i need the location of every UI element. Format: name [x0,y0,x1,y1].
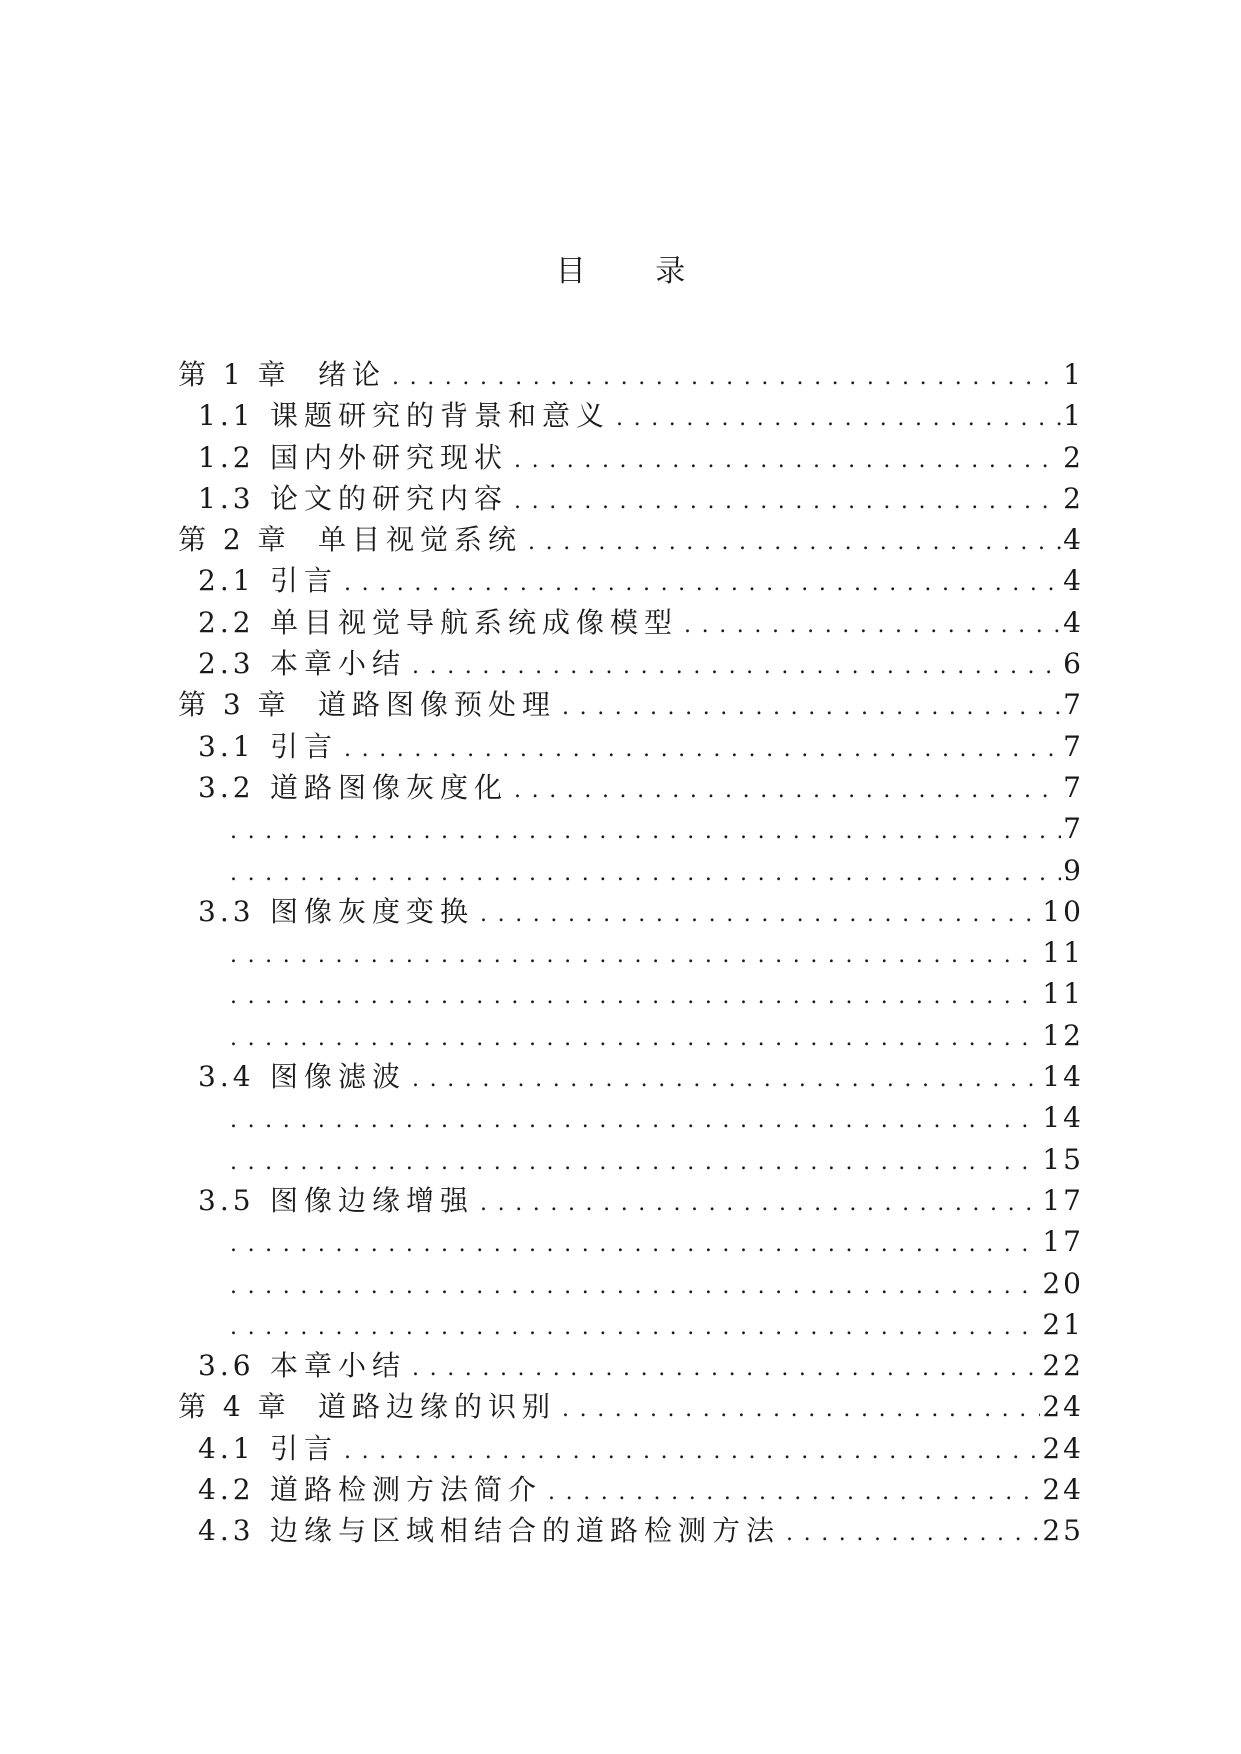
toc-section-entry [178,726,1084,767]
toc-page-number: 9 [1063,853,1084,887]
toc-chapter-entry [178,684,1084,725]
toc-entry-title: 图像边缘增强 [270,1183,475,1217]
toc-entry-number: 第 1 章 [178,358,290,391]
toc-section-entry [178,437,1084,478]
toc-entry-number: 第 2 章 [178,523,290,557]
toc-page-number: 11 [1042,977,1084,1011]
toc-section-entry [178,891,1084,932]
toc-subsection-entry [178,932,1084,973]
toc-section-entry [178,1469,1084,1510]
toc-subsection-entry [178,1304,1084,1345]
toc-page-number: 24 [1042,1473,1084,1507]
toc-page-number: 25 [1042,1514,1084,1548]
toc-page-number: 2 [1063,440,1084,474]
toc-page-number: 7 [1063,729,1084,763]
toc-section-entry [178,1180,1084,1221]
toc-section-entry [178,478,1084,519]
toc-entry-title: 道路检测方法简介 [270,1473,543,1507]
toc-entry-number: 第 4 章 [178,1390,290,1424]
toc-dot-leader [230,1142,1040,1183]
toc-entry-title: 图像滤波 [270,1060,407,1094]
toc-entry-title: 引言 [270,1431,339,1465]
toc-section-entry [178,1510,1084,1551]
toc-section-entry [178,395,1084,436]
toc-page-number: 1 [1063,399,1084,433]
toc-dot-leader [480,1183,1040,1224]
toc-entry-title: 课题研究的背景和意义 [270,399,611,433]
toc-page-number: 7 [1063,812,1084,846]
toc-entry-title: 边缘与区域相结合的道路检测方法 [270,1514,781,1548]
toc-subsection-entry [178,973,1084,1014]
toc-dot-leader [412,1059,1040,1100]
toc-section-entry [178,1345,1084,1386]
toc-entry-number: 3.3 [198,894,255,928]
toc-dot-leader [230,811,1061,852]
toc-entry-title: 本章小结 [270,1349,407,1383]
toc-dot-leader [562,1389,1040,1430]
toc-entry-number: 1.2 [198,440,255,474]
toc-page-number: 14 [1042,1060,1084,1094]
toc-page-number: 24 [1042,1390,1084,1424]
toc-entry-number: 1.3 [198,481,255,515]
toc-dot-leader [412,1348,1040,1389]
toc-chapter-entry [178,519,1084,560]
toc-entry-number: 4.2 [198,1473,255,1507]
toc-page-number: 6 [1063,647,1084,681]
toc-dot-leader [230,1266,1040,1307]
toc-entry-title: 论文的研究内容 [270,481,509,515]
toc-subsection-entry [178,850,1084,891]
toc-page-number: 14 [1042,1101,1084,1135]
toc-section-entry [178,1428,1084,1469]
toc-page-number: 11 [1042,936,1084,970]
toc-entry-number: 2.3 [198,647,255,681]
toc-entry-title: 图像灰度变换 [270,894,475,928]
toc-entry-number: 3.1 [198,729,255,763]
toc-subsection-entry [178,1015,1084,1056]
table-of-contents [178,354,1084,1552]
toc-dot-leader [230,1018,1040,1059]
toc-subsection-entry [178,1263,1084,1304]
toc-dot-leader [562,687,1061,728]
toc-entry-title: 绪论 [318,358,387,391]
toc-section-entry [178,643,1084,684]
toc-page-number: 22 [1042,1349,1084,1383]
toc-page-number: 4 [1063,523,1084,557]
toc-dot-leader [230,1307,1040,1348]
toc-entry-title: 单目视觉系统 [318,523,523,557]
toc-entry-title: 本章小结 [270,647,407,681]
toc-page-number: 10 [1042,894,1084,928]
toc-dot-leader [514,481,1061,522]
toc-dot-leader [230,1100,1040,1141]
toc-page-number: 17 [1042,1225,1084,1259]
toc-entry-number: 3.6 [198,1349,255,1383]
toc-entry-number: 3.4 [198,1060,255,1094]
toc-page-number: 2 [1063,481,1084,515]
toc-dot-leader [230,1224,1040,1265]
toc-entry-number: 4.1 [198,1431,255,1465]
toc-dot-leader [344,729,1061,770]
toc-section-entry [178,1056,1084,1097]
toc-dot-leader [786,1513,1040,1554]
toc-page-number: 15 [1042,1142,1084,1176]
toc-page-number: 17 [1042,1183,1084,1217]
toc-dot-leader [392,357,1061,398]
toc-page-number: 1 [1063,358,1084,391]
toc-dot-leader [684,605,1061,646]
toc-dot-leader [616,398,1061,439]
toc-entry-title: 单目视觉导航系统成像模型 [270,605,679,639]
toc-dot-leader [480,894,1040,935]
toc-dot-leader [528,522,1061,563]
toc-subsection-entry [178,1221,1084,1262]
toc-subsection-entry [178,1139,1084,1180]
toc-section-entry [178,602,1084,643]
toc-entry-title: 引言 [270,564,339,598]
toc-entry-number: 3.2 [198,770,255,804]
toc-dot-leader [344,1431,1040,1472]
toc-dot-leader [230,935,1040,976]
toc-entry-number: 3.5 [198,1183,255,1217]
toc-dot-leader [344,563,1061,604]
toc-entry-number: 2.2 [198,605,255,639]
toc-page-number: 21 [1042,1307,1084,1341]
toc-section-entry [178,767,1084,808]
toc-page-number: 7 [1063,688,1084,722]
toc-entry-title: 国内外研究现状 [270,440,509,474]
toc-dot-leader [514,770,1061,811]
toc-page-number: 20 [1042,1266,1084,1300]
toc-page-number: 4 [1063,564,1084,598]
toc-dot-leader [230,976,1040,1017]
toc-chapter-entry [178,1386,1084,1427]
toc-entry-number: 第 3 章 [178,688,290,722]
toc-subsection-entry [178,808,1084,849]
toc-section-entry [178,560,1084,601]
toc-chapter-entry [178,354,1084,395]
toc-entry-number: 1.1 [198,399,255,433]
toc-page-number: 4 [1063,605,1084,639]
toc-dot-leader [230,853,1061,894]
toc-entry-number: 4.3 [198,1514,255,1548]
toc-dot-leader [548,1472,1040,1513]
toc-page-number: 12 [1042,1018,1084,1052]
toc-entry-title: 道路图像预处理 [318,688,557,722]
toc-dot-leader [514,440,1061,481]
toc-page-number: 7 [1063,770,1084,804]
toc-entry-title: 道路图像灰度化 [270,770,509,804]
page-title: 目 录 [555,254,716,289]
toc-entry-title: 引言 [270,729,339,763]
toc-subsection-entry [178,1097,1084,1138]
toc-dot-leader [412,646,1061,687]
toc-entry-title: 道路边缘的识别 [318,1390,557,1424]
toc-page-number: 24 [1042,1431,1084,1465]
toc-entry-number: 2.1 [198,564,255,598]
